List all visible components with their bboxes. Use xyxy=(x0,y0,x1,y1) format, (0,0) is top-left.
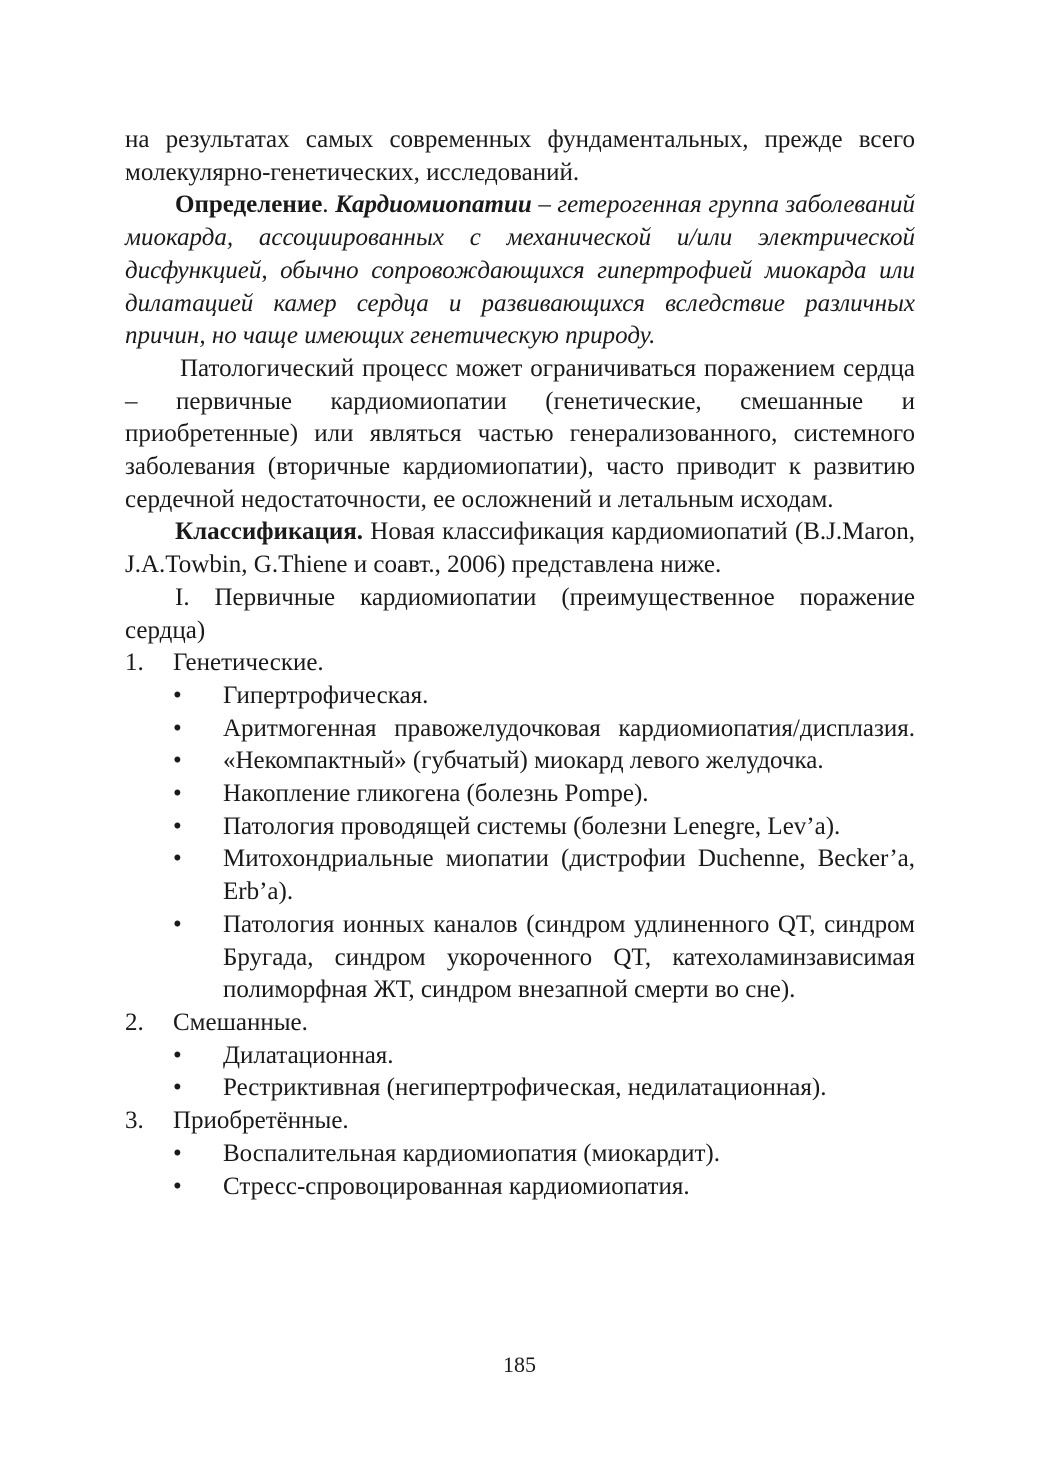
intro-paragraph xyxy=(125,124,915,189)
list-item xyxy=(125,1138,915,1171)
list-item-text: Накопление гликогена (болезнь Pompe). xyxy=(223,780,649,808)
primary-heading xyxy=(125,582,915,647)
pathology-paragraph xyxy=(125,353,915,517)
list-item xyxy=(125,909,915,1007)
definition-label-separator: . xyxy=(322,191,336,219)
definition-paragraph xyxy=(125,189,915,353)
list-item xyxy=(125,680,915,713)
group-mixed xyxy=(125,1007,915,1040)
group-acquired-list xyxy=(125,1138,915,1203)
group-number: 2. xyxy=(125,1008,144,1036)
bullet-icon: • xyxy=(173,1074,182,1102)
list-item xyxy=(125,778,915,811)
intro-text: на результатах самых современных фундаментальных, прежде всего молекулярно-генетических, исследований. xyxy=(125,126,915,186)
list-item xyxy=(125,1171,915,1204)
list-item xyxy=(125,713,915,746)
definition-label: Определение xyxy=(175,191,323,219)
page-body xyxy=(125,124,915,1203)
bullet-icon: • xyxy=(173,714,182,742)
list-item xyxy=(125,1040,915,1073)
pathology-text: Патологический процесс может ограничиваться поражением сердца – первичные кардиомиопатии (генетические, смешанные и приобретенные) или являться частью генерализованного, системного заболевания (вторичные кардиомиопатии), часто приводит к развитию сердечной недостаточности, ее осложнений и летальным исходам. xyxy=(125,354,915,513)
group-title: Смешанные. xyxy=(173,1008,308,1036)
list-item-text: Патология ионных каналов (синдром удлиненного QT, синдром Бругада, синдром укороченного QT, катехоламинзависимая полиморфная ЖТ, синдром внезапной смерти во сне). xyxy=(223,910,915,1004)
list-item-text: Митохондриальные миопатии (дистрофии Duchenne, Becker’a, Erb’a). xyxy=(223,845,915,906)
bullet-icon: • xyxy=(173,812,182,840)
list-item-text: Воспалительная кардиомиопатия (миокардит). xyxy=(223,1139,720,1167)
bullet-icon: • xyxy=(173,1172,182,1200)
classification-paragraph xyxy=(125,516,915,581)
list-item xyxy=(125,1072,915,1105)
group-title: Приобретённые. xyxy=(173,1107,349,1135)
group-number: 1. xyxy=(125,649,144,677)
bullet-icon: • xyxy=(173,1041,182,1069)
list-item xyxy=(125,843,915,908)
bullet-icon: • xyxy=(173,681,182,709)
list-item-text: «Некомпактный» (губчатый) миокард левого желудочка. xyxy=(223,747,824,775)
bullet-icon: • xyxy=(173,1139,182,1167)
group-acquired xyxy=(125,1105,915,1138)
list-item-text: Стресс-спровоцированная кардиомиопатия. xyxy=(223,1172,690,1200)
list-item-text: Рестриктивная (негипертрофическая, недилатационная). xyxy=(223,1074,827,1102)
definition-body: – гетерогенная группа заболеваний миокарда, ассоциированных с механической и/или электрической дисфункцией, обычно сопровождающихся гипертрофией миокарда или дилатацией камер сердца и развивающихся вследствие различных причин, но чаще имеющих генетическую природу. xyxy=(125,191,915,350)
group-genetic xyxy=(125,647,915,680)
primary-heading-text: I. Первичные кардиомиопатии (преимущественное поражение сердца) xyxy=(125,583,915,644)
bullet-icon: • xyxy=(173,845,182,873)
group-title: Генетические. xyxy=(173,649,324,677)
classification-label: Классификация. xyxy=(175,518,364,546)
bullet-icon: • xyxy=(173,747,182,775)
list-item xyxy=(125,745,915,778)
classification-text: Новая классификация кардиомиопатий (B.J.Maron, J.A.Towbin, G.Thiene и соавт., 2006) представлена ниже. xyxy=(125,518,915,579)
list-item xyxy=(125,811,915,844)
list-item-text: Гипертрофическая. xyxy=(223,681,429,709)
list-item-text: Дилатационная. xyxy=(223,1041,394,1069)
group-genetic-list xyxy=(125,680,915,1007)
group-mixed-list xyxy=(125,1040,915,1105)
list-item-text: Аритмогенная правожелудочковая кардиомиопатия/дисплазия. xyxy=(223,714,915,742)
bullet-icon: • xyxy=(173,910,182,938)
bullet-icon: • xyxy=(173,780,182,808)
definition-term: Кардиомиопатии xyxy=(335,191,532,219)
group-number: 3. xyxy=(125,1107,144,1135)
list-item-text: Патология проводящей системы (болезни Lenegre, Lev’a). xyxy=(223,812,841,840)
page-number: 185 xyxy=(503,1352,536,1377)
